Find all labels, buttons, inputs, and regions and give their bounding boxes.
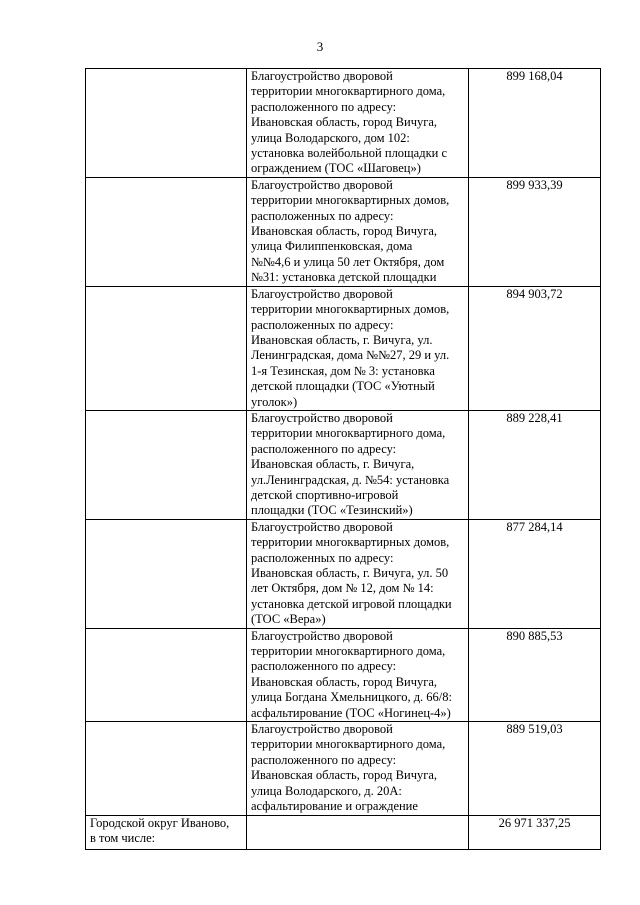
description-line: расположенных по адресу: xyxy=(251,317,394,332)
description-line: расположенных по адресу: xyxy=(251,550,394,565)
description-cell xyxy=(247,628,469,721)
amount-cell: 889 228,41 xyxy=(469,410,601,519)
description-line: улица Володарского, д. 20А: xyxy=(251,783,402,798)
description-line: улица Володарского, дом 102: xyxy=(251,130,410,145)
district-line: Городской округ Иваново, xyxy=(90,815,230,830)
description-line: расположенного по адресу: xyxy=(251,752,397,767)
description-line: Ивановская область, город Вичуга, xyxy=(251,224,438,239)
description-line: Ивановская область, город Вичуга, xyxy=(251,674,438,689)
amount-cell: 889 519,03 xyxy=(469,722,601,815)
description-line: (ТОС «Вера») xyxy=(251,612,326,627)
total-amount-cell: 26 971 337,25 xyxy=(469,815,601,849)
description-cell xyxy=(247,69,469,178)
description-line: лет Октября, дом № 12, дом № 14: xyxy=(251,581,434,596)
district-cell xyxy=(86,628,247,721)
amount-cell: 890 885,53 xyxy=(469,628,601,721)
description-line: улица Филиппенковская, дома xyxy=(251,239,413,254)
page-number: 3 xyxy=(316,39,324,54)
description-line: расположенного по адресу: xyxy=(251,99,397,114)
description-line: Ивановская область, г. Вичуга, ул. 50 xyxy=(251,566,449,580)
amount-cell: 877 284,14 xyxy=(469,519,601,628)
district-line: в том числе: xyxy=(90,830,156,845)
description-line: Благоустройство дворовой xyxy=(251,722,393,737)
description-line: Ивановская область, г. Вичуга, ул. xyxy=(251,332,433,347)
description-cell xyxy=(247,286,469,410)
description-line: расположенного по адресу: xyxy=(251,659,397,674)
table-row xyxy=(86,519,601,628)
description-line: детской спортивно-игровой xyxy=(251,487,399,502)
description-line: Ивановская область, город Вичуга, xyxy=(251,115,438,130)
description-line: расположенного по адресу: xyxy=(251,441,397,456)
description-cell xyxy=(247,815,469,849)
description-line: территории многоквартирного дома, xyxy=(251,644,446,659)
description-line: Благоустройство дворовой xyxy=(251,519,393,534)
description-line: территории многоквартирного дома, xyxy=(251,737,446,752)
description-line: улица Богдана Хмельницкого, д. 66/8: xyxy=(251,690,452,705)
description-cell xyxy=(247,410,469,519)
description-line: Благоустройство дворовой xyxy=(251,410,393,425)
district-cell xyxy=(86,722,247,815)
table-row xyxy=(86,69,601,178)
description-line: №№4,6 и улица 50 лет Октября, дом xyxy=(251,254,445,269)
description-line: установка волейбольной площадки с xyxy=(251,146,448,161)
description-line: уголок») xyxy=(251,394,298,409)
description-cell xyxy=(247,519,469,628)
description-line: Ленинградская, дома №№27, 29 и ул. xyxy=(251,348,450,363)
description-line: Благоустройство дворовой xyxy=(251,177,393,192)
description-line: Благоустройство дворовой xyxy=(251,286,393,301)
amount-cell: 899 168,04 xyxy=(469,69,601,178)
table-row xyxy=(86,722,601,815)
description-line: Благоустройство дворовой xyxy=(251,69,393,83)
description-line: территории многоквартирного дома, xyxy=(251,84,446,99)
amount-cell: 894 903,72 xyxy=(469,286,601,410)
table-row xyxy=(86,410,601,519)
description-line: площадки (ТОС «Тезинский») xyxy=(251,503,413,518)
description-line: Благоустройство дворовой xyxy=(251,628,393,643)
description-line: территории многоквартирных домов, xyxy=(251,193,450,208)
description-line: территории многоквартирных домов, xyxy=(251,302,450,317)
description-line: расположенных по адресу: xyxy=(251,208,394,223)
budget-table xyxy=(85,68,601,850)
table-row xyxy=(86,628,601,721)
description-line: Ивановская область, г. Вичуга, xyxy=(251,457,415,472)
district-cell xyxy=(86,69,247,178)
description-line: ограждением (ТОС «Шаговец») xyxy=(251,161,421,176)
district-cell xyxy=(86,519,247,628)
district-cell xyxy=(86,286,247,410)
district-cell xyxy=(86,815,247,849)
amount-cell: 899 933,39 xyxy=(469,177,601,286)
district-cell xyxy=(86,177,247,286)
total-row xyxy=(86,815,601,849)
table-row xyxy=(86,177,601,286)
description-line: ул.Ленинградская, д. №54: установка xyxy=(251,472,450,487)
district-cell xyxy=(86,410,247,519)
description-line: детской площадки (ТОС «Уютный xyxy=(251,379,435,394)
description-line: территории многоквартирного дома, xyxy=(251,426,446,441)
description-line: территории многоквартирных домов, xyxy=(251,535,450,550)
description-cell xyxy=(247,177,469,286)
description-line: №31: установка детской площадки xyxy=(251,270,437,285)
description-cell xyxy=(247,722,469,815)
description-line: 1-я Тезинская, дом № 3: установка xyxy=(251,363,435,378)
description-line: асфальтирование и ограждение xyxy=(251,799,418,814)
description-line: Ивановская область, город Вичуга, xyxy=(251,768,438,783)
table-row xyxy=(86,286,601,410)
description-line: установка детской игровой площадки xyxy=(251,596,452,611)
description-line: асфальтирование (ТОС «Ногинец-4») xyxy=(251,705,451,720)
